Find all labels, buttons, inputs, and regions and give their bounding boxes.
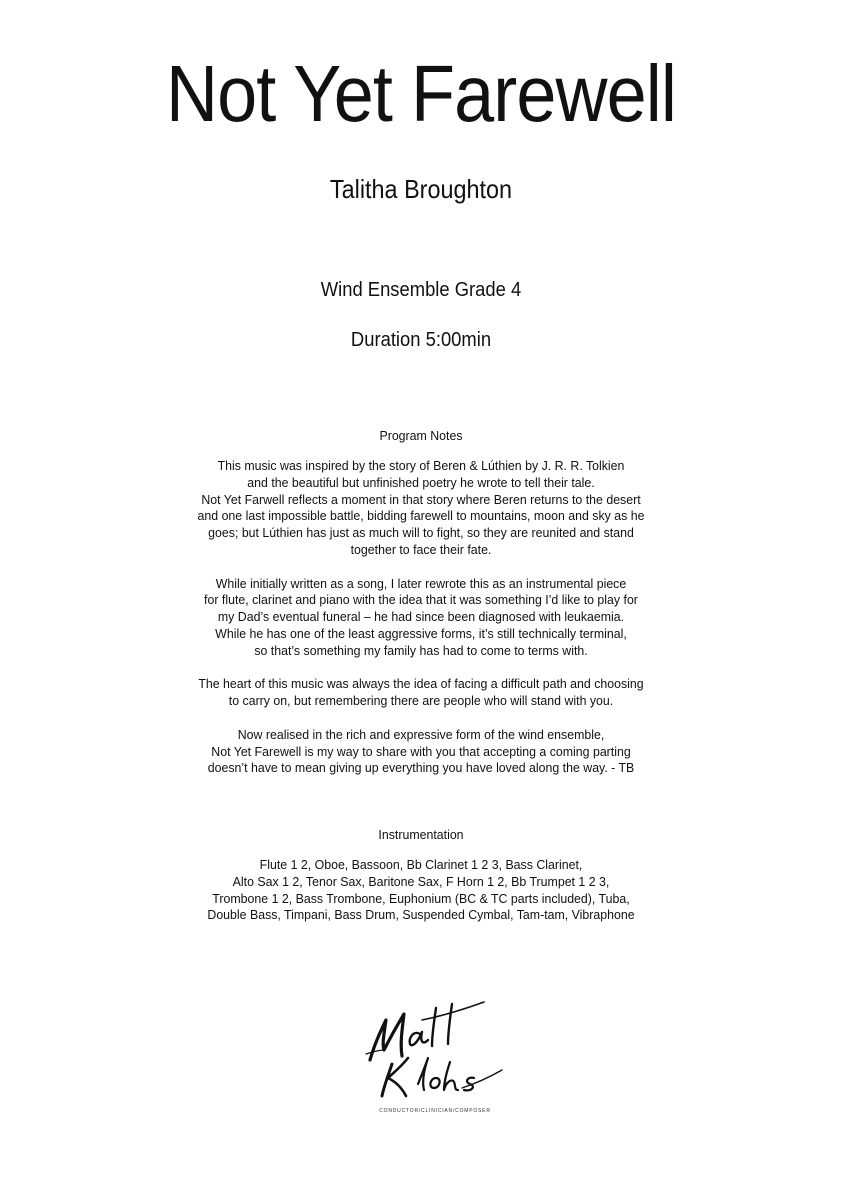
- text-line: so that’s something my family has had to come to terms with.: [254, 642, 588, 658]
- text-line: Not Yet Farwell reflects a moment in that story where Beren returns to the desert: [201, 491, 641, 507]
- text-line: The heart of this music was always the idea of facing a difficult path and choosing: [198, 676, 644, 692]
- instrument-line: Flute 1 2, Oboe, Bassoon, Bb Clarinet 1 2 3, Bass Clarinet,: [259, 857, 583, 872]
- publisher-logo: [362, 998, 508, 1118]
- ensemble-grade: Wind Ensemble Grade 4: [320, 279, 522, 301]
- instrument-line: Double Bass, Timpani, Bass Drum, Suspended Cymbal, Tam-tam, Vibraphone: [207, 907, 635, 923]
- program-notes-paragraph: [173, 576, 669, 660]
- piece-title: Not Yet Farewell: [166, 49, 676, 138]
- signature-logo-icon: [362, 998, 508, 1106]
- program-notes-paragraph: [173, 727, 669, 777]
- text-line: Now realised in the rich and expressive form of the wind ensemble,: [237, 726, 605, 742]
- text-line: This music was inspired by the story of Beren & Lúthien by J. R. R. Tolkien: [217, 458, 625, 473]
- program-notes-body: [173, 458, 669, 794]
- duration: Duration 5:00min: [350, 329, 492, 351]
- text-line: my Dad’s eventual funeral – he had since been diagnosed with leukaemia.: [217, 609, 625, 625]
- text-line: goes; but Lúthien has just as much will to fight, so they are reunited and stand: [208, 525, 634, 541]
- instrument-line: Trombone 1 2, Bass Trombone, Euphonium (BC & TC parts included), Tuba,: [212, 890, 630, 906]
- instrumentation-list: [173, 857, 669, 924]
- instrumentation-heading: Instrumentation: [378, 827, 464, 842]
- text-line: While initially written as a song, I later rewrote this as an instrumental piece: [215, 575, 627, 591]
- text-line: Not Yet Farewell is my way to share with you that accepting a coming parting: [211, 743, 631, 759]
- text-line: to carry on, but remembering there are people who will stand with you.: [228, 693, 614, 709]
- logo-caption: CONDUCTOR/CLINICIAN/COMPOSER: [379, 1108, 491, 1114]
- program-notes-paragraph: [173, 458, 669, 559]
- program-notes-heading: Program Notes: [379, 428, 463, 443]
- instrument-line: Alto Sax 1 2, Tenor Sax, Baritone Sax, F Horn 1 2, Bb Trumpet 1 2 3,: [232, 873, 610, 889]
- text-line: doesn’t have to mean giving up everything you have loved along the way. - TB: [207, 760, 635, 776]
- composer-name: Talitha Broughton: [329, 174, 513, 204]
- text-line: and the beautiful but unfinished poetry he wrote to tell their tale.: [247, 474, 595, 490]
- program-notes-paragraph: [173, 676, 669, 710]
- text-line: for flute, clarinet and piano with the idea that it was something I’d like to play for: [204, 592, 638, 608]
- text-line: and one last impossible battle, bidding farewell to mountains, moon and sky as he: [197, 508, 645, 524]
- text-line: together to face their fate.: [350, 541, 492, 557]
- text-line: While he has one of the least aggressive forms, it’s still technically terminal,: [215, 625, 627, 641]
